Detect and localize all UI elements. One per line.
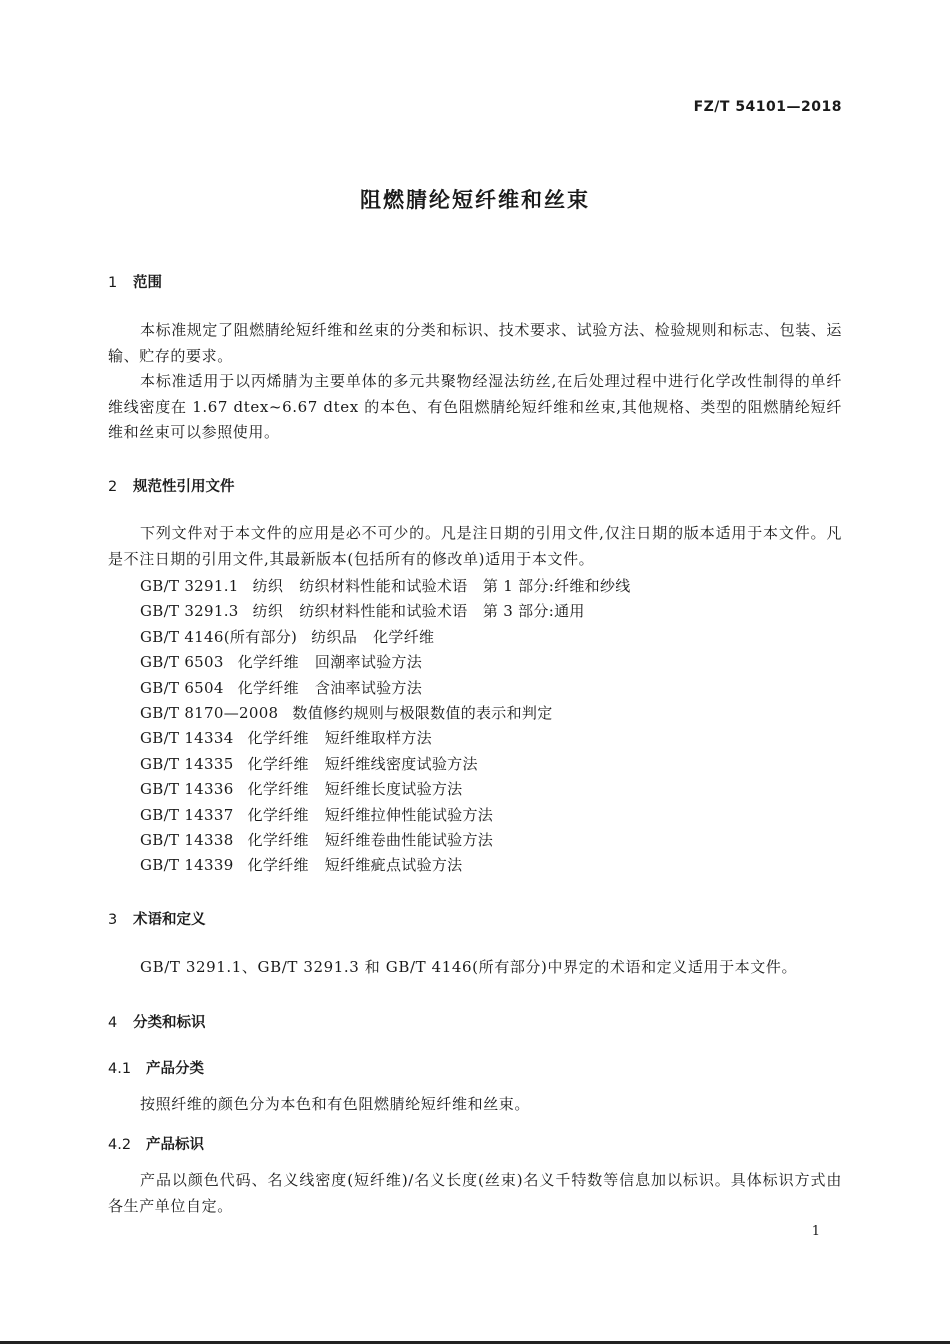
section-number: 3 [108,912,118,928]
section-number: 4 [108,1015,118,1031]
reference-title: 回潮率试验方法 [314,653,423,672]
reference-category: 纺织 [252,577,284,595]
reference-title: 短纤维取样方法 [324,729,432,748]
reference-category: 化学纤维 [247,856,309,875]
section-number: 2 [108,479,118,495]
reference-category: 化学纤维 [247,830,309,849]
section-title: 术语和定义 [133,912,206,928]
section-4-2-heading [108,1133,204,1154]
reference-code: GB/T 3291.1 [140,577,239,595]
scope-paragraph-2: 本标准适用于以丙烯腈为主要单体的多元共聚物经湿法纺丝,在后处理过程中进行化学改性制得的单纤维线密度在 1.67 dtex~6.67 dtex 的本色、有色阻燃腈纶短纤维和丝束,其他规格、类型的阻燃腈纶短纤维和丝束可以参照使用。 [108,372,842,441]
reference-category: 化学纤维 [247,805,309,824]
document-title: 阻燃腈纶短纤维和丝束 [360,188,590,212]
reference-item [140,752,631,777]
reference-code: GB/T 3291.3 [140,602,239,621]
reference-list [140,574,631,879]
identification-paragraph: 产品以颜色代码、名义线密度(短纤维)/名义长度(丝束)名义千特数等信息加以标识。具体标识方式由各生产单位自定。 [108,1171,842,1215]
reference-item [140,574,631,599]
reference-title: 含油率试验方法 [314,678,423,697]
page-number: 1 [811,1224,820,1239]
reference-item [140,803,631,828]
section-title: 规范性引用文件 [133,479,235,495]
reference-code: GB/T 14334 [140,729,234,748]
references-intro: 下列文件对于本文件的应用是必不可少的。凡是注日期的引用文件,仅注日期的版本适用于本文件。凡是不注日期的引用文件,其最新版本(包括所有的修改单)适用于本文件。 [108,524,842,568]
terms-paragraph: GB/T 3291.1、GB/T 3291.3 和 GB/T 4146(所有部分)中界定的术语和定义适用于本文件。 [140,958,798,976]
section-4-heading [108,1011,206,1032]
reference-code: GB/T 14337 [140,805,234,824]
reference-item [140,777,631,802]
section-1-heading [108,271,162,292]
reference-category: 纺织 [252,602,284,621]
section-number: 1 [108,275,118,291]
reference-item [140,650,631,675]
reference-category: 化学纤维 [237,678,299,697]
reference-title: 短纤维拉伸性能试验方法 [324,805,494,824]
standard-code: FZ/T 54101—2018 [693,99,842,115]
reference-code: GB/T 8170—2008 [140,703,279,722]
reference-title: 短纤维疵点试验方法 [324,856,463,875]
reference-code: GB/T 14336 [140,780,234,799]
section-2-heading [108,475,235,496]
reference-code: GB/T 14335 [140,754,234,773]
classification-paragraph: 按照纤维的颜色分为本色和有色阻燃腈纶短纤维和丝束。 [140,1095,531,1113]
section-4-1-heading [108,1057,204,1078]
reference-code: GB/T 6503 [140,653,224,672]
reference-category: 纺织品 [311,627,358,646]
reference-title: 短纤维长度试验方法 [324,780,463,799]
reference-category: 化学纤维 [247,729,309,748]
section-number: 4.2 [108,1137,132,1153]
reference-code: GB/T 4146(所有部分) [140,627,298,646]
section-title: 产品分类 [146,1061,204,1077]
section-title: 分类和标识 [133,1015,206,1031]
section-title: 产品标识 [146,1137,204,1153]
reference-title: 短纤维卷曲性能试验方法 [324,830,494,849]
reference-item [140,676,631,701]
reference-title: 数值修约规则与极限数值的表示和判定 [292,703,553,722]
reference-item [140,625,631,650]
section-number: 4.1 [108,1061,132,1077]
reference-item [140,726,631,751]
reference-code: GB/T 14339 [140,856,234,875]
section-title: 范围 [133,275,162,291]
reference-item [140,599,631,624]
section-3-heading [108,908,206,929]
reference-category: 化学纤维 [237,653,299,672]
reference-title: 短纤维线密度试验方法 [324,754,478,773]
reference-category: 化学纤维 [247,754,309,773]
reference-title: 化学纤维 [373,627,435,646]
reference-title: 纺织材料性能和试验术语 第 3 部分:通用 [299,602,585,621]
reference-code: GB/T 14338 [140,830,234,849]
reference-item [140,853,631,878]
reference-code: GB/T 6504 [140,678,224,697]
reference-title: 纺织材料性能和试验术语 第 1 部分:纤维和纱线 [299,577,631,595]
reference-category: 化学纤维 [247,780,309,799]
reference-item [140,828,631,853]
reference-item [140,701,631,726]
scope-paragraph-1: 本标准规定了阻燃腈纶短纤维和丝束的分类和标识、技术要求、试验方法、检验规则和标志、包装、运输、贮存的要求。 [108,321,843,365]
